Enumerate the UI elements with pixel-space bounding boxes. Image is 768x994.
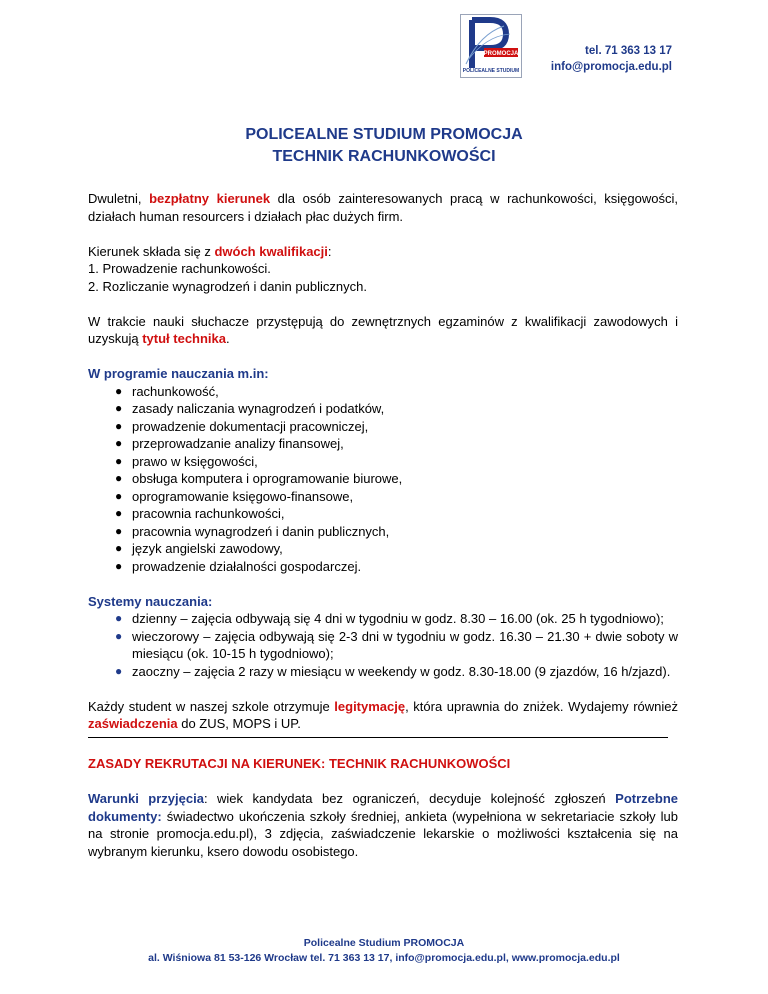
header-email[interactable]: info@promocja.edu.pl — [550, 61, 672, 73]
list-item: ● przeprowadzanie analizy finansowej, — [115, 436, 344, 451]
list-item: ● pracownia wynagrodzeń i danin publicznych, — [115, 523, 390, 539]
conditions-label: Warunki przyjęcia — [88, 791, 204, 806]
list-item: ● pracownia rachunkowości, — [115, 506, 285, 521]
documents-text: świadectwo ukończenia szkoły średniej, ankieta (wypełniona w sekretariacie szkoły lub na stronie promocja.edu.pl), 3 zdjęcia, zaświadczenie lekarskie o możliwości kształcenia się na wybranym kierunku, ksero dowodu osobistego. — [88, 808, 678, 859]
student-text-middle: , która uprawnia do zniżek. Wydajemy również — [405, 698, 678, 714]
bullet-icon: ● — [115, 541, 123, 555]
footer-school-name: Policealne Studium PROMOCJA — [303, 937, 465, 949]
list-item: ● zaoczny – zajęcia 2 razy w miesiącu w weekendy w godz. 8.30-18.00 (9 zjazdów, 16 h/zjazd). — [115, 663, 671, 679]
logo-text-bottom: POLICEALNE STUDIUM — [462, 68, 520, 74]
intro-text-end: dla osób zainteresowanych pracą w rachunkowości, księgowości, działach human resourcers i działach płac dużych firm. — [88, 191, 678, 224]
systems-heading: Systemy nauczania: — [88, 593, 213, 609]
list-item: ● wieczorowy – zajęcia odbywają się 2-3 dni w tygodniu w godz. 16.30 – 21.30 + dwie soboty w miesiącu (ok. 10-15 h tygodniowo); — [115, 628, 678, 661]
list-item: ● prowadzenie dokumentacji pracowniczej, — [115, 418, 369, 434]
main-content — [88, 190, 678, 860]
list-item: ● prowadzenie działalności gospodarczej. — [115, 558, 362, 574]
program-list — [88, 383, 678, 576]
intro-highlight: bezpłatny kierunek — [149, 191, 271, 206]
intro-text-start: Dwuletni, — [88, 191, 150, 206]
qualifications-highlight: dwóch kwalifikacji — [214, 243, 328, 259]
documents-label: Potrzebne dokumenty: — [88, 791, 678, 824]
conditions-text: : wiek kandydata bez ograniczeń, decyduje kolejność zgłoszeń — [203, 791, 606, 806]
bullet-icon: ● — [115, 506, 123, 520]
student-highlight-certificates: zaświadczenia — [88, 716, 178, 731]
bullet-icon: ● — [115, 488, 123, 503]
recruitment-heading: ZASADY REKRUTACJI NA KIERUNEK: TECHNIK RACHUNKOWOŚCI — [88, 756, 511, 771]
list-item: ● język angielski zawodowy, — [115, 541, 283, 556]
intro-paragraph — [88, 190, 678, 225]
qualifications-text-end: : — [327, 243, 332, 259]
page-title — [0, 124, 768, 168]
bullet-icon: ● — [115, 523, 123, 538]
student-text-start: Każdy student w naszej szkole otrzymuje — [88, 698, 335, 714]
qualifications-text-start: Kierunek składa się z — [88, 243, 215, 259]
title-line2: TECHNIK RACHUNKOWOŚCI — [272, 148, 496, 165]
student-text-end: do ZUS, MOPS i UP. — [177, 716, 301, 731]
exams-paragraph — [88, 313, 678, 348]
footer-contact: al. Wiśniowa 81 53-126 Wrocław tel. 71 363 13 17, info@promocja.edu.pl, www.promocja.edu.pl — [148, 952, 620, 964]
exams-text-end: . — [226, 331, 230, 346]
list-item: ● oprogramowanie księgowo-finansowe, — [115, 488, 354, 504]
bullet-icon: ● — [115, 383, 123, 398]
bullet-icon: ● — [115, 471, 123, 485]
student-highlight-id: legitymację — [334, 698, 406, 714]
header-contact — [551, 43, 672, 75]
qualification-item: 1. Prowadzenie rachunkowości. — [88, 261, 271, 276]
list-item: ● obsługa komputera i oprogramowanie biurowe, — [115, 471, 403, 486]
logo-text-top: PROMOCJA — [483, 51, 519, 57]
bullet-icon: ● — [115, 436, 123, 450]
bullet-icon: ● — [115, 418, 123, 433]
list-item: ● rachunkowość, — [115, 383, 219, 399]
bullet-icon: ● — [115, 558, 123, 573]
list-item: ● prawo w księgowości, — [115, 453, 258, 469]
systems-list — [88, 610, 678, 680]
exams-text-start: W trakcie nauki słuchacze przystępują do zewnętrznych egzaminów z kwalifikacji zawodowych i uzyskują — [88, 313, 678, 346]
qualification-item: 2. Rozliczanie wynagrodzeń i danin publicznych. — [88, 278, 367, 294]
header-phone: tel. 71 363 13 17 — [585, 45, 672, 57]
student-paragraph — [88, 698, 678, 733]
bullet-icon: ● — [115, 611, 123, 625]
bullet-icon: ● — [115, 453, 123, 468]
program-heading: W programie nauczania m.in: — [88, 366, 269, 381]
page-footer — [0, 936, 768, 966]
list-item: ● dzienny – zajęcia odbywają się 4 dni w tygodniu w godz. 8.30 – 16.00 (ok. 25 h tygodniowo); — [115, 611, 664, 626]
bullet-icon: ● — [115, 663, 123, 678]
school-logo — [460, 14, 522, 78]
qualifications-paragraph — [88, 243, 678, 261]
bullet-icon: ● — [115, 401, 123, 415]
title-line1: POLICEALNE STUDIUM PROMOCJA — [245, 126, 523, 143]
bullet-icon: ● — [115, 628, 123, 643]
exams-highlight: tytuł technika — [142, 331, 226, 346]
list-item: ● zasady naliczania wynagrodzeń i podatków, — [115, 401, 385, 416]
recruitment-paragraph — [88, 790, 678, 860]
